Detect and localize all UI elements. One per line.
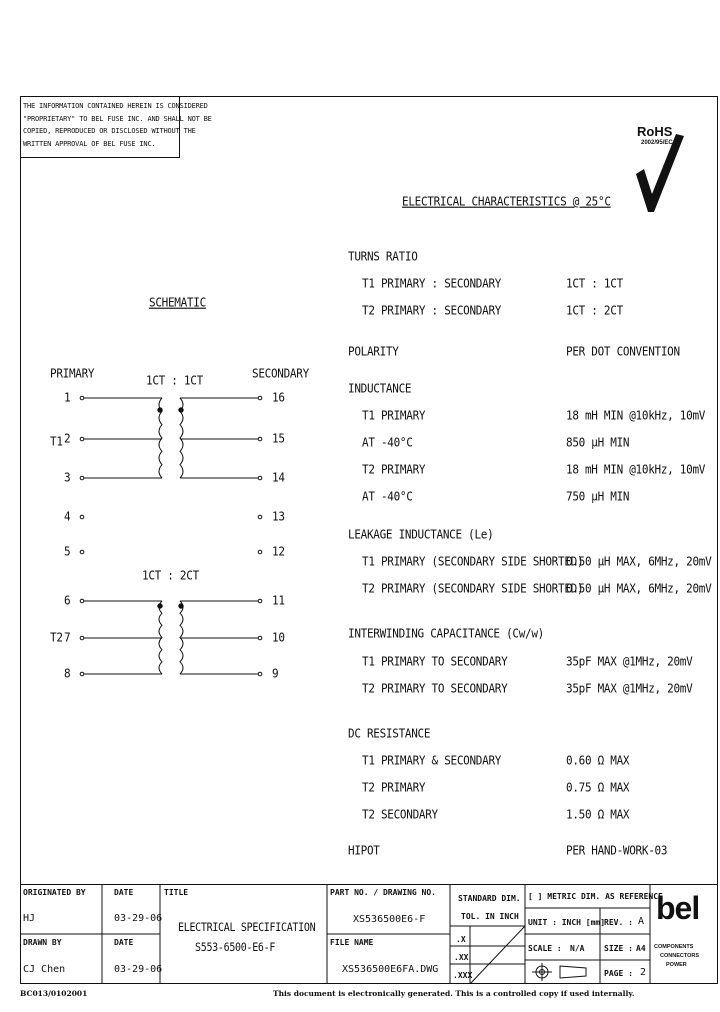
pin-number-right: 9 xyxy=(272,666,279,681)
standard-dim-label: STANDARD DIM. xyxy=(458,894,521,903)
secondary-label: SECONDARY xyxy=(252,366,309,381)
rev-value: A xyxy=(638,916,645,927)
spec-label: INDUCTANCE xyxy=(348,381,412,396)
spec-value: 35pF MAX @1MHz, 20mV xyxy=(566,681,693,696)
size-label: SIZE : xyxy=(604,944,633,953)
rohs-label: RoHS xyxy=(637,124,673,139)
originated-by: HJ xyxy=(23,913,36,924)
tol-xxx: .XXX xyxy=(453,971,473,980)
date-label: DATE xyxy=(114,938,134,947)
spec-label: TURNS RATIO xyxy=(348,249,418,264)
pin-number-right: 16 xyxy=(272,390,285,405)
pin-number-right: 14 xyxy=(272,470,285,485)
spec-label: AT -40°C xyxy=(362,489,413,504)
spec-value: 1.50 Ω MAX xyxy=(566,807,630,822)
notice-line: WRITTEN APPROVAL OF BEL FUSE INC. xyxy=(23,139,156,148)
pin-number-left: 2 xyxy=(64,431,71,446)
t2-label: T2 xyxy=(50,630,63,645)
logo-tagline: POWER xyxy=(666,962,687,968)
title-line2: S553-6500-E6-F xyxy=(195,942,276,955)
spec-value: 0.60 Ω MAX xyxy=(566,753,630,768)
spec-label: T1 PRIMARY (SECONDARY SIDE SHORTED) xyxy=(362,554,584,569)
pin-number-right: 10 xyxy=(272,630,285,645)
spec-label: POLARITY xyxy=(348,344,399,359)
spec-value: 0.50 μH MAX, 6MHz, 20mV xyxy=(566,554,712,569)
part-no: XS536500E6-F xyxy=(353,914,426,925)
tol-xx: .XX xyxy=(454,953,469,962)
date-label: DATE xyxy=(114,888,134,897)
spec-label: T2 PRIMARY TO SECONDARY xyxy=(362,681,508,696)
spec-label: T1 PRIMARY TO SECONDARY xyxy=(362,654,508,669)
projection-symbol-icon xyxy=(532,963,586,981)
pin-number-left: 5 xyxy=(64,544,71,559)
bel-logo: bel xyxy=(656,890,700,926)
unit-label: UNIT : INCH [mm] xyxy=(528,918,606,927)
spec-label: T1 PRIMARY & SECONDARY xyxy=(362,753,502,768)
spec-label: T2 PRIMARY xyxy=(362,780,426,795)
part-no-label: PART NO. / DRAWING NO. xyxy=(330,888,436,897)
page-label: PAGE : xyxy=(604,969,633,978)
scale-label: SCALE : xyxy=(528,944,562,953)
checkmark-icon xyxy=(632,124,688,216)
notice-line: THE INFORMATION CONTAINED HEREIN IS CONSIDERED xyxy=(23,102,208,110)
spec-value: 18 mH MIN @10kHz, 10mV xyxy=(566,462,706,477)
spec-value: 35pF MAX @1MHz, 20mV xyxy=(566,654,693,669)
title-block xyxy=(20,884,718,984)
notice-line: COPIED, REPRODUCED OR DISCLOSED WITHOUT THE xyxy=(23,127,196,135)
spec-label: INTERWINDING CAPACITANCE (Cw/w) xyxy=(348,626,544,641)
pin-number-left: 3 xyxy=(64,470,71,485)
scale-value: N/A xyxy=(570,944,585,953)
pin-number-left: 4 xyxy=(64,509,71,524)
spec-label: T1 PRIMARY xyxy=(362,408,426,423)
file-name-label: FILE NAME xyxy=(330,938,374,947)
pin-number-left: 8 xyxy=(64,666,71,681)
rohs-sub: 2002/95/EC xyxy=(641,140,673,146)
drawn-by: CJ Chen xyxy=(23,964,66,975)
spec-heading: ELECTRICAL CHARACTERISTICS @ 25°C xyxy=(402,194,611,209)
spec-value: 18 mH MIN @10kHz, 10mV xyxy=(566,408,706,423)
drawn-by-label: DRAWN BY xyxy=(23,938,62,947)
metric-note: [ ] METRIC DIM. AS REFERENCE xyxy=(528,892,663,901)
spec-label: HIPOT xyxy=(348,843,380,858)
notice-line: "PROPRIETARY" TO BEL FUSE INC. AND SHALL NOT BE xyxy=(23,114,212,123)
pin-number-left: 6 xyxy=(64,593,71,608)
t1-ratio: 1CT : 1CT xyxy=(146,373,203,388)
tol-x: .X xyxy=(456,935,466,944)
size-value: A4 xyxy=(636,944,646,953)
pin-number-left: 1 xyxy=(64,390,71,405)
pin-number-left: 7 xyxy=(64,630,71,645)
logo-tagline: COMPONENTS xyxy=(654,944,694,950)
date-originated: 03-29-06 xyxy=(114,913,163,924)
rohs-mark xyxy=(632,124,688,216)
file-name: XS536500E6FA.DWG xyxy=(342,964,439,975)
schematic-title: SCHEMATIC xyxy=(149,295,206,310)
pin-number-right: 13 xyxy=(272,509,285,524)
spec-value: 1CT : 1CT xyxy=(566,276,623,291)
t2-ratio: 1CT : 2CT xyxy=(142,568,199,583)
doc-code: BC013/0102001 xyxy=(20,989,88,998)
spec-value: 0.75 Ω MAX xyxy=(566,780,630,795)
spec-label: T1 PRIMARY : SECONDARY xyxy=(362,276,502,291)
spec-value: 1CT : 2CT xyxy=(566,303,623,318)
spec-label: DC RESISTANCE xyxy=(348,726,431,741)
spec-label: AT -40°C xyxy=(362,435,413,450)
spec-label: T2 PRIMARY (SECONDARY SIDE SHORTED) xyxy=(362,581,584,596)
spec-value: PER HAND-WORK-03 xyxy=(566,843,668,858)
pin-number-right: 11 xyxy=(272,593,285,608)
date-drawn: 03-29-06 xyxy=(114,964,163,975)
rev-label: REV. : xyxy=(604,918,633,927)
spec-label: T2 PRIMARY : SECONDARY xyxy=(362,303,502,318)
spec-value: 850 μH MIN xyxy=(566,435,630,450)
tolerance-label: TOL. IN INCH xyxy=(461,912,519,921)
title-label: TITLE xyxy=(164,888,189,897)
originated-by-label: ORIGINATED BY xyxy=(23,888,86,897)
pin-number-right: 12 xyxy=(272,544,285,559)
spec-value: 0.50 μH MAX, 6MHz, 20mV xyxy=(566,581,712,596)
proprietary-notice xyxy=(20,96,212,158)
spec-value: 750 μH MIN xyxy=(566,489,630,504)
spec-value: PER DOT CONVENTION xyxy=(566,344,680,359)
spec-label: T2 SECONDARY xyxy=(362,807,438,822)
title-line1: ELECTRICAL SPECIFICATION xyxy=(178,922,316,935)
primary-label: PRIMARY xyxy=(50,366,95,381)
logo-tagline: CONNECTORS xyxy=(660,953,700,959)
footer-note: This document is electronically generated. This is a controlled copy if used internally. xyxy=(273,989,635,998)
spec-label: LEAKAGE INDUCTANCE (Le) xyxy=(348,527,494,542)
page-value: 2 xyxy=(640,967,647,978)
pin-number-right: 15 xyxy=(272,431,285,446)
spec-label: T2 PRIMARY xyxy=(362,462,426,477)
t1-label: T1 xyxy=(50,434,63,449)
